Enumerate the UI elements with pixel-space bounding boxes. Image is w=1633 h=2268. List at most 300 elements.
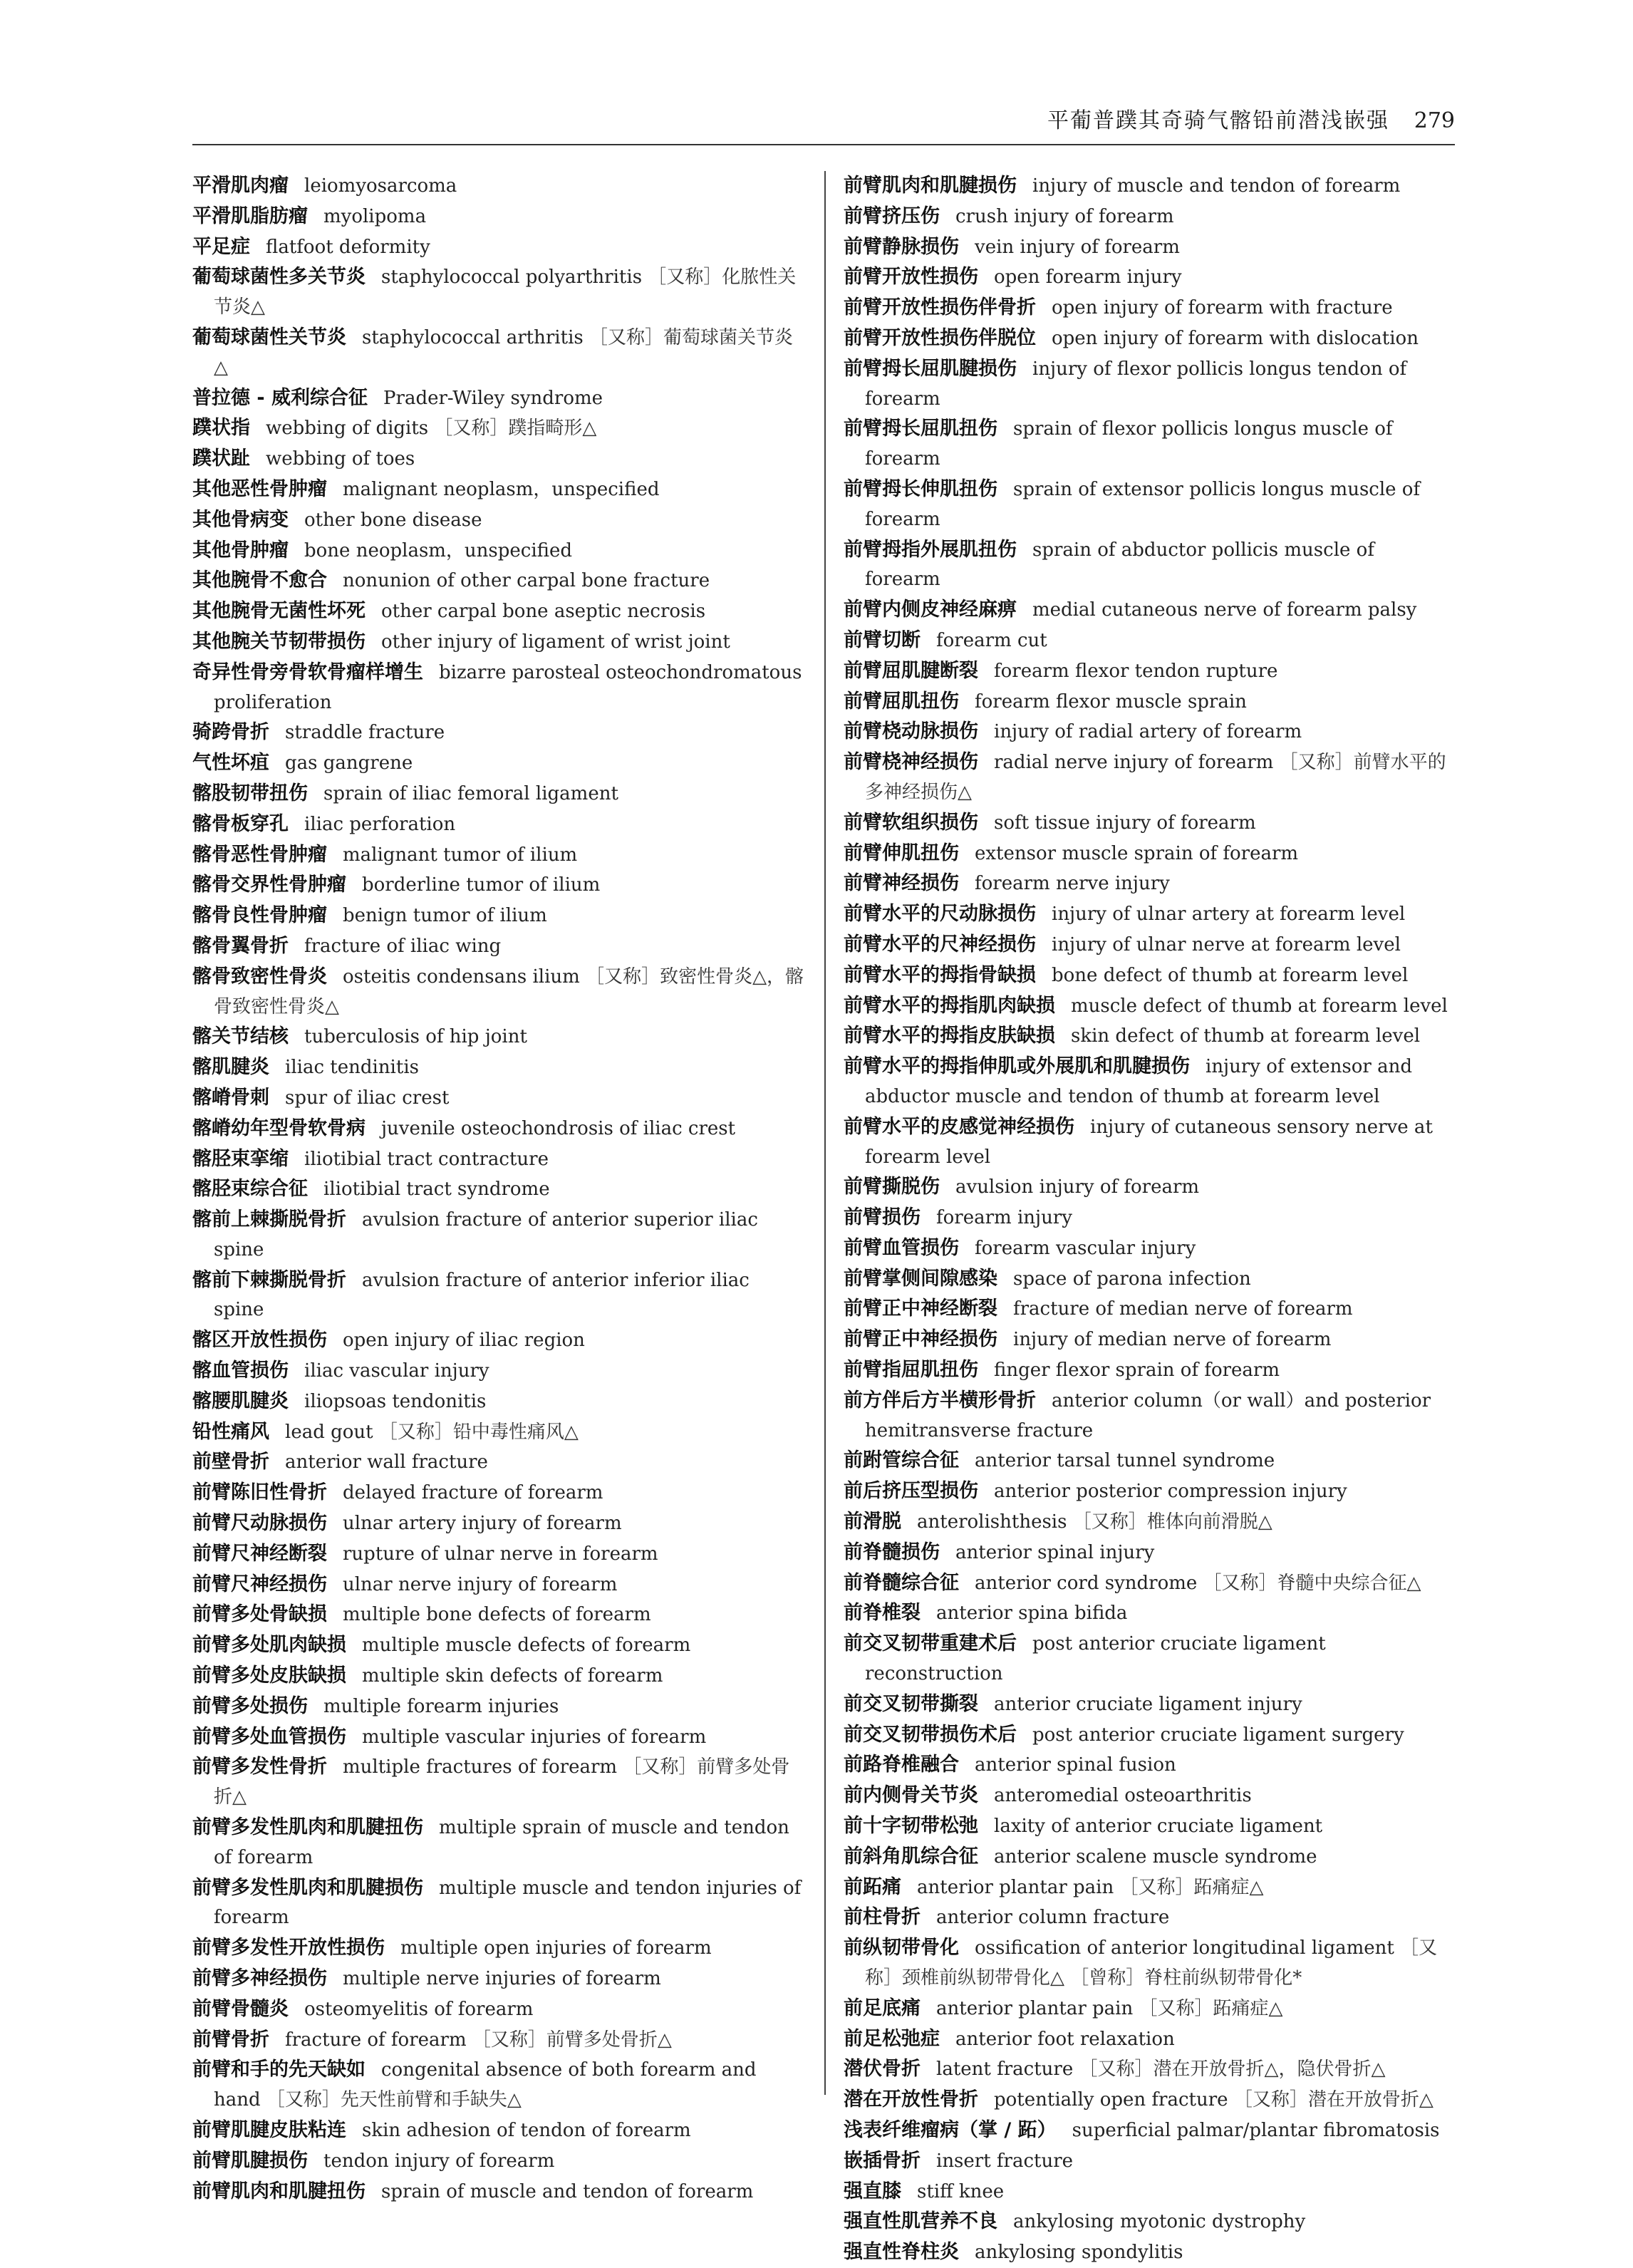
entry-term-chinese: 前臂多处肌肉缺损	[192, 1634, 346, 1657]
entry-term-english: bizarre parosteal osteochondromatous proliferation	[214, 661, 802, 713]
glossary-entry	[192, 1692, 805, 1722]
entry-term-chinese: 前脊椎裂	[844, 1602, 921, 1625]
glossary-entry	[844, 1446, 1455, 1476]
entry-term-english: forearm cut	[936, 629, 1047, 651]
entry-term-english: osteomyelitis of forearm	[304, 1998, 534, 2020]
glossary-entry	[844, 869, 1455, 899]
glossary-entry	[844, 1842, 1455, 1873]
glossary-entry	[192, 1478, 805, 1508]
entry-term-chinese: 前臂肌肉和肌腱扭伤	[192, 2180, 366, 2202]
entry-term-chinese: 髂骨致密性骨炎	[192, 965, 327, 988]
glossary-entry	[844, 1172, 1455, 1203]
entry-cross-reference: ［又称］先天性前臂和手缺失△	[266, 2089, 522, 2111]
entry-term-english: iliac tendinitis	[285, 1057, 419, 1079]
entry-cross-reference: ［又称］前臂多处骨折△	[214, 1756, 790, 1808]
entry-term-english: soft tissue injury of forearm	[994, 812, 1256, 834]
glossary-entry	[192, 202, 805, 232]
entry-term-chinese: 前脊髓损伤	[844, 1541, 940, 1563]
entry-term-chinese: 其他恶性骨肿瘤	[192, 477, 327, 500]
glossary-entry	[844, 2054, 1455, 2085]
entry-cross-reference: ［又称］蹼指畸形△	[434, 418, 597, 440]
glossary-entry	[192, 870, 805, 901]
entry-term-chinese: 潜在开放性骨折	[844, 2088, 978, 2111]
glossary-entry	[844, 626, 1455, 656]
glossary-entry	[192, 1964, 805, 1994]
entry-term-english: forearm injury	[936, 1207, 1072, 1229]
entry-term-chinese: 其他骨肿瘤	[192, 539, 289, 561]
glossary-entry	[844, 232, 1455, 263]
entry-term-english: stiff knee	[917, 2180, 1005, 2202]
entry-term-chinese: 强直性肌营养不良	[844, 2210, 997, 2233]
entry-term-chinese: 前足底痛	[844, 1997, 921, 2019]
entry-cross-reference: ［又称］铅中毒性痛风△	[378, 1421, 579, 1443]
entry-cross-reference: ［又称］椎体向前滑脱△	[1072, 1511, 1272, 1533]
entry-term-chinese: 前臂血管损伤	[844, 1236, 959, 1259]
entry-term-chinese: 前臂开放性损伤伴脱位	[844, 326, 1036, 349]
glossary-entry	[192, 1570, 805, 1600]
page-header	[192, 105, 1455, 145]
glossary-entry	[844, 171, 1455, 202]
entry-term-english: multiple skin defects of forearm	[362, 1665, 663, 1687]
glossary-entry	[192, 413, 805, 444]
entry-term-chinese: 髂骨恶性骨肿瘤	[192, 843, 327, 866]
entry-term-chinese: 前臂屈肌扭伤	[844, 690, 959, 713]
glossary-entry	[844, 262, 1455, 293]
entry-term-chinese: 前柱骨折	[844, 1906, 921, 1929]
entry-term-english: delayed fracture of forearm	[343, 1482, 603, 1504]
entry-term-english: anterior wall fracture	[285, 1451, 488, 1474]
entry-term-english: webbing of toes	[266, 448, 415, 470]
entry-term-english: bone neoplasm，unspecified	[304, 539, 573, 561]
glossary-entry	[192, 2055, 805, 2116]
entry-term-chinese: 前滑脱	[844, 1511, 901, 1533]
entry-term-english: ankylosing myotonic dystrophy	[1013, 2211, 1306, 2233]
glossary-entry	[192, 1661, 805, 1692]
glossary-entry	[192, 1873, 805, 1934]
entry-term-chinese: 前跗管综合征	[844, 1449, 959, 1472]
glossary-entry	[192, 232, 805, 263]
entry-term-english: finger flexor sprain of forearm	[994, 1360, 1280, 1382]
glossary-entry	[844, 535, 1455, 596]
entry-term-chinese: 髂股韧带扭伤	[192, 782, 308, 804]
glossary-entry	[192, 748, 805, 779]
entry-term-chinese: 髂区开放性损伤	[192, 1329, 327, 1352]
entry-cross-reference: ［又称］致密性骨炎△，髂骨致密性骨炎△	[214, 965, 804, 1018]
entry-term-chinese: 前臂水平的拇指肌肉缺损	[844, 994, 1055, 1017]
entry-cross-reference: ［又称］潜在开放骨折△，隐伏骨折△	[1079, 2059, 1386, 2081]
entry-term-english: injury of flexor pollicis longus tendon of forearm	[865, 358, 1407, 410]
entry-cross-reference: ［又称］颈椎前纵韧带骨化△ ［曾称］脊柱前纵韧带骨化*	[865, 1937, 1438, 1989]
glossary-entry	[844, 2085, 1455, 2116]
entry-term-chinese: 前方伴后方半横形骨折	[844, 1389, 1036, 1412]
glossary-entry	[844, 1233, 1455, 1264]
glossary-entry	[844, 2177, 1455, 2207]
entry-cross-reference: ［又称］前臂水平的多神经损伤△	[865, 752, 1446, 803]
glossary-entry	[844, 687, 1455, 718]
entry-term-chinese: 前臂肌腱损伤	[192, 2149, 308, 2172]
entry-term-english: sprain of extensor pollicis longus muscle of forearm	[865, 478, 1421, 530]
glossary-entry	[844, 2024, 1455, 2055]
entry-term-english: benign tumor of ilium	[343, 905, 547, 927]
entry-term-english: post anterior cruciate ligament reconstruction	[865, 1633, 1326, 1685]
glossary-entry	[844, 1811, 1455, 1842]
glossary-entry	[192, 809, 805, 840]
glossary-entry	[844, 595, 1455, 626]
entry-term-chinese: 其他腕关节韧带损伤	[192, 630, 366, 653]
entry-term-english: anterior plantar pain	[936, 1997, 1134, 2019]
entry-term-english: malignant tumor of ilium	[343, 844, 578, 866]
entry-term-chinese: 前臂肌肉和肌腱损伤	[844, 175, 1017, 197]
entry-term-english: anterior spinal fusion	[975, 1754, 1176, 1776]
glossary-entry	[192, 931, 805, 962]
entry-term-english: nonunion of other carpal bone fracture	[343, 570, 710, 592]
entry-term-english: iliac perforation	[304, 813, 456, 835]
glossary-entry	[844, 1720, 1455, 1751]
glossary-entry	[192, 1994, 805, 2025]
entry-term-chinese: 前臂多发性骨折	[192, 1756, 327, 1778]
glossary-entry	[192, 1722, 805, 1753]
glossary-entry	[844, 1203, 1455, 1233]
page-number: 279	[1414, 108, 1455, 133]
glossary-entry	[192, 658, 805, 718]
entry-term-english: Prader-Wiley syndrome	[383, 387, 603, 409]
entry-term-english: laxity of anterior cruciate ligament	[994, 1816, 1323, 1838]
entry-term-english: anterior cruciate ligament injury	[994, 1693, 1302, 1715]
entry-term-chinese: 髂嵴骨刺	[192, 1086, 269, 1109]
glossary-entry	[192, 1447, 805, 1478]
entry-term-english: tendon injury of forearm	[323, 2150, 555, 2172]
entry-term-chinese: 前臂桡神经损伤	[844, 751, 978, 774]
entry-term-chinese: 前臂多发性开放性损伤	[192, 1937, 385, 1959]
glossary-entry	[192, 1600, 805, 1630]
glossary-entry	[192, 536, 805, 566]
entry-term-english: space of parona infection	[1013, 1268, 1251, 1290]
entry-term-chinese: 平滑肌脂肪瘤	[192, 204, 308, 227]
entry-term-chinese: 潜伏骨折	[844, 2058, 921, 2081]
entry-term-chinese: 前臂切断	[844, 628, 921, 651]
glossary-entry	[844, 1994, 1455, 2024]
entry-term-english: multiple forearm injuries	[323, 1695, 559, 1717]
glossary-entry	[192, 1265, 805, 1326]
entry-term-english: staphylococcal arthritis	[362, 326, 584, 348]
entry-term-english: spur of iliac crest	[285, 1087, 450, 1109]
entry-term-chinese: 前臂水平的尺动脉损伤	[844, 903, 1036, 926]
entry-term-english: congenital absence of both forearm and hand	[214, 2059, 757, 2111]
glossary-entry	[192, 596, 805, 627]
entry-term-english: injury of ulnar artery at forearm level	[1052, 903, 1406, 926]
entry-term-english: sprain of abductor pollicis muscle of forearm	[865, 539, 1374, 591]
entry-term-chinese: 普拉德 - 威利综合征	[192, 386, 368, 409]
glossary-entry	[192, 1508, 805, 1539]
entry-term-chinese: 浅表纤维瘤病（掌 / 跖）	[844, 2119, 1057, 2141]
entry-term-chinese: 前臂软组织损伤	[844, 811, 978, 834]
glossary-entry	[192, 1205, 805, 1265]
entry-term-english: borderline tumor of ilium	[362, 874, 601, 896]
entry-term-chinese: 前脊髓综合征	[844, 1571, 959, 1594]
entry-term-english: tuberculosis of hip joint	[304, 1026, 527, 1048]
glossary-entry	[844, 1264, 1455, 1295]
glossary-entry	[844, 202, 1455, 232]
entry-term-chinese: 前臂内侧皮神经麻痹	[844, 599, 1017, 621]
entry-term-chinese: 前臂水平的皮感觉神经损伤	[844, 1115, 1074, 1138]
glossary-entry	[192, 2116, 805, 2146]
glossary-entry	[192, 1356, 805, 1387]
entry-term-english: skin defect of thumb at forearm level	[1071, 1025, 1421, 1047]
entry-term-chinese: 前臂神经损伤	[844, 872, 959, 895]
entry-term-chinese: 葡萄球菌性多关节炎	[192, 266, 366, 289]
entry-term-english: ankylosing spondylitis	[975, 2242, 1183, 2264]
entry-term-chinese: 其他腕骨无菌性坏死	[192, 600, 366, 623]
glossary-entry	[192, 1539, 805, 1570]
entry-cross-reference: ［又称］脊髓中央综合征△	[1203, 1572, 1421, 1594]
entry-term-english: lead gout	[285, 1421, 373, 1443]
entry-term-chinese: 前臂拇长伸肌扭伤	[844, 477, 997, 500]
entry-cross-reference: ［又称］跖痛症△	[1119, 1876, 1264, 1898]
entry-term-english: multiple vascular injuries of forearm	[362, 1726, 707, 1748]
entry-term-english: multiple sprain of muscle and tendon of forearm	[214, 1817, 789, 1868]
entry-term-english: sprain of muscle and tendon of forearm	[381, 2180, 754, 2202]
entry-term-english: other carpal bone aseptic necrosis	[381, 601, 706, 623]
entry-term-chinese: 前臂掌侧间隙感染	[844, 1267, 997, 1290]
glossary-entry	[192, 1022, 805, 1052]
glossary-entry	[844, 1538, 1455, 1568]
entry-term-chinese: 髂腰肌腱炎	[192, 1389, 289, 1412]
entry-term-english: forearm flexor muscle sprain	[975, 690, 1247, 713]
entry-term-english: open injury of forearm with fracture	[1052, 297, 1393, 319]
entry-term-chinese: 前臂多处血管损伤	[192, 1725, 346, 1748]
glossary-entry	[192, 1144, 805, 1175]
entry-term-english: medial cutaneous nerve of forearm palsy	[1032, 599, 1417, 621]
glossary-entry	[192, 718, 805, 748]
glossary-entry	[192, 475, 805, 505]
entry-term-chinese: 前跖痛	[844, 1875, 901, 1898]
entry-term-chinese: 葡萄球菌性关节炎	[192, 326, 346, 348]
glossary-entry	[844, 1325, 1455, 1355]
entry-term-chinese: 前臂水平的拇指骨缺损	[844, 963, 1036, 986]
glossary-entry	[844, 656, 1455, 687]
entry-term-chinese: 平足症	[192, 235, 250, 258]
entry-term-chinese: 骑跨骨折	[192, 721, 269, 744]
entry-term-english: latent fracture	[936, 2059, 1074, 2081]
entry-term-english: superficial palmar/plantar fibromatosis	[1072, 2120, 1440, 2141]
entry-term-english: open injury of forearm with dislocation	[1052, 327, 1419, 349]
entry-term-english: fracture of forearm	[285, 2029, 467, 2051]
entry-term-english: bone defect of thumb at forearm level	[1052, 964, 1409, 986]
entry-cross-reference: ［又称］葡萄球菌关节炎△	[214, 326, 794, 378]
entry-term-chinese: 髂嵴幼年型骨软骨病	[192, 1117, 366, 1139]
glossary-entry	[844, 1112, 1455, 1173]
glossary-entry	[192, 262, 805, 323]
entry-term-english: potentially open fracture	[994, 2089, 1228, 2111]
entry-term-chinese: 前臂水平的拇指皮肤缺损	[844, 1025, 1055, 1047]
glossary-entry	[844, 2116, 1455, 2146]
glossary-entry	[844, 1507, 1455, 1538]
entry-term-english: open forearm injury	[994, 266, 1182, 289]
glossary-entry	[192, 840, 805, 871]
glossary-entry	[192, 1052, 805, 1083]
entry-term-english: sprain of iliac femoral ligament	[323, 782, 618, 804]
entry-term-chinese: 前臂撕脱伤	[844, 1176, 940, 1198]
entry-term-chinese: 气性坏疽	[192, 752, 269, 775]
entry-term-english: anterior spinal injury	[955, 1541, 1155, 1563]
glossary-entry	[844, 839, 1455, 869]
glossary-entry	[844, 475, 1455, 535]
entry-term-english: fracture of iliac wing	[304, 935, 502, 957]
entry-term-english: forearm flexor tendon rupture	[994, 660, 1278, 682]
entry-term-english: extensor muscle sprain of forearm	[975, 842, 1299, 864]
glossary-entry	[192, 1752, 805, 1813]
glossary-entry	[192, 1630, 805, 1661]
entry-term-english: other injury of ligament of wrist joint	[381, 631, 730, 653]
entry-term-chinese: 奇异性骨旁骨软骨瘤样增生	[192, 661, 423, 683]
entry-term-chinese: 髂骨良性骨肿瘤	[192, 904, 327, 927]
entry-term-english: rupture of ulnar nerve in forearm	[343, 1543, 658, 1565]
entry-term-english: iliotibial tract syndrome	[323, 1179, 550, 1201]
entry-term-chinese: 髂血管损伤	[192, 1360, 289, 1382]
entry-term-chinese: 前臂桡动脉损伤	[844, 720, 978, 743]
entry-term-chinese: 前臂水平的尺神经损伤	[844, 933, 1036, 956]
glossary-entry	[844, 747, 1455, 808]
glossary-entry	[192, 2025, 805, 2056]
entry-term-chinese: 前臂屈肌腱断裂	[844, 659, 978, 682]
entry-term-english: avulsion fracture of anterior inferior iliac spine	[214, 1269, 750, 1321]
entry-term-chinese: 前臂尺神经损伤	[192, 1573, 327, 1595]
glossary-entry	[844, 1873, 1455, 1903]
glossary-entry	[192, 1417, 805, 1448]
entry-term-english: iliopsoas tendonitis	[304, 1390, 487, 1412]
entry-term-english: crush injury of forearm	[955, 205, 1174, 227]
entry-term-english: webbing of digits	[266, 418, 429, 440]
column-divider	[824, 171, 826, 2095]
entry-term-english: malignant neoplasm，unspecified	[343, 478, 660, 500]
entry-term-chinese: 前臂多处皮肤缺损	[192, 1664, 346, 1687]
entry-term-chinese: 前臂和手的先天缺如	[192, 2059, 366, 2081]
glossary-entry	[844, 1355, 1455, 1386]
entry-term-english: injury of muscle and tendon of forearm	[1032, 175, 1401, 197]
entry-term-chinese: 前足松弛症	[844, 2027, 940, 2050]
entry-term-english: injury of radial artery of forearm	[994, 721, 1302, 743]
entry-term-english: anterior plantar pain	[917, 1876, 1114, 1898]
entry-term-chinese: 前臂损伤	[844, 1206, 921, 1229]
entry-term-chinese: 嵌插骨折	[844, 2149, 921, 2172]
glossary-entry	[844, 930, 1455, 960]
entry-term-english: gas gangrene	[285, 752, 413, 775]
glossary-entry	[192, 627, 805, 658]
glossary-entry	[192, 1174, 805, 1205]
entry-term-chinese: 前臂开放性损伤	[844, 266, 978, 289]
entry-term-english: myolipoma	[323, 205, 427, 227]
entry-term-chinese: 髂骨板穿孔	[192, 812, 289, 835]
entry-cross-reference: ［又称］化脓性关节炎△	[214, 266, 797, 319]
glossary-entry	[192, 1813, 805, 1873]
entry-term-english: post anterior cruciate ligament surgery	[1032, 1724, 1404, 1746]
entry-term-english: open injury of iliac region	[343, 1330, 585, 1352]
entry-term-english: leiomyosarcoma	[304, 175, 457, 197]
glossary-entry	[844, 1052, 1455, 1112]
entry-term-english: anterior column（or wall）and posterior hemitransverse fracture	[865, 1389, 1431, 1441]
glossary-entry	[844, 1021, 1455, 1052]
glossary-entry	[844, 2146, 1455, 2177]
entry-term-english: skin adhesion of tendon of forearm	[362, 2120, 691, 2141]
glossary-entry	[844, 323, 1455, 354]
entry-term-english: radial nerve injury of forearm	[994, 752, 1274, 774]
entry-term-english: multiple open injuries of forearm	[400, 1937, 712, 1959]
entry-term-chinese: 前臂拇长屈肌腱损伤	[844, 357, 1017, 380]
glossary-entry	[844, 1629, 1455, 1689]
glossary-entry	[192, 383, 805, 414]
entry-term-chinese: 前臂静脉损伤	[844, 235, 959, 258]
glossary-entry	[844, 808, 1455, 839]
glossary-entry	[192, 2146, 805, 2177]
glossary-entry	[192, 779, 805, 809]
entry-term-chinese: 前臂拇指外展肌扭伤	[844, 538, 1017, 561]
left-column	[192, 171, 805, 2207]
entry-term-chinese: 铅性痛风	[192, 1420, 269, 1443]
entry-term-english: muscle defect of thumb at forearm level	[1071, 995, 1448, 1017]
entry-term-chinese: 前臂水平的拇指伸肌或外展肌和肌腱损伤	[844, 1055, 1190, 1078]
entry-term-english: anterior scalene muscle syndrome	[994, 1845, 1317, 1868]
glossary-entry	[844, 1568, 1455, 1599]
entry-term-chinese: 前壁骨折	[192, 1451, 269, 1474]
entry-term-english: osteitis condensans ilium	[343, 965, 580, 988]
entry-term-english: multiple fractures of forearm	[343, 1756, 618, 1778]
entry-term-chinese: 前臂拇长屈肌扭伤	[844, 418, 997, 440]
entry-term-chinese: 前臂正中神经损伤	[844, 1328, 997, 1351]
entry-cross-reference: ［又称］跖痛症△	[1139, 1997, 1283, 2019]
entry-term-chinese: 前臂尺动脉损伤	[192, 1512, 327, 1535]
entry-term-english: iliotibial tract contracture	[304, 1148, 549, 1170]
glossary-entry	[844, 1476, 1455, 1507]
entry-term-chinese: 蹼状趾	[192, 447, 250, 470]
entry-term-english: juvenile osteochondrosis of iliac crest	[381, 1117, 736, 1139]
entry-term-chinese: 前臂骨髓炎	[192, 1997, 289, 2020]
entry-term-english: forearm nerve injury	[975, 873, 1170, 895]
entry-term-chinese: 前纵韧带骨化	[844, 1937, 959, 1959]
entry-term-english: ossification of anterior longitudinal ligament	[975, 1937, 1394, 1959]
entry-term-english: anterior posterior compression injury	[994, 1481, 1347, 1503]
entry-term-chinese: 前臂多神经损伤	[192, 1967, 327, 1990]
entry-term-english: multiple muscle and tendon injuries of forearm	[214, 1877, 802, 1929]
entry-term-chinese: 前臂骨折	[192, 2028, 269, 2051]
entry-term-english: anterior spina bifida	[936, 1602, 1128, 1625]
glossary-entry	[844, 991, 1455, 1022]
entry-term-english: flatfoot deformity	[266, 236, 430, 258]
entry-term-chinese: 前臂多发性肌肉和肌腱扭伤	[192, 1816, 423, 1839]
glossary-entry	[844, 1781, 1455, 1811]
entry-cross-reference: ［又称］前臂多处骨折△	[472, 2029, 672, 2051]
glossary-entry	[844, 717, 1455, 747]
entry-term-chinese: 强直膝	[844, 2180, 901, 2202]
entry-term-chinese: 平滑肌肉瘤	[192, 175, 289, 197]
entry-term-chinese: 前内侧骨关节炎	[844, 1784, 978, 1807]
glossary-entry	[844, 1598, 1455, 1629]
entry-term-english: injury of median nerve of forearm	[1013, 1329, 1332, 1351]
entry-term-chinese: 前臂陈旧性骨折	[192, 1481, 327, 1504]
glossary-entry	[192, 505, 805, 536]
entry-term-english: anterolishthesis	[917, 1511, 1067, 1533]
glossary-entry	[192, 1325, 805, 1356]
entry-term-chinese: 前臂指屈肌扭伤	[844, 1359, 978, 1382]
entry-term-chinese: 蹼状指	[192, 417, 250, 440]
glossary-entry	[844, 2207, 1455, 2237]
glossary-entry	[844, 1689, 1455, 1720]
entry-term-chinese: 前臂尺神经断裂	[192, 1542, 327, 1565]
glossary-entry	[844, 960, 1455, 991]
entry-term-english: avulsion injury of forearm	[955, 1176, 1200, 1198]
right-column	[844, 171, 1455, 2268]
glossary-entry	[844, 1386, 1455, 1446]
entry-term-english: straddle fracture	[285, 722, 445, 744]
